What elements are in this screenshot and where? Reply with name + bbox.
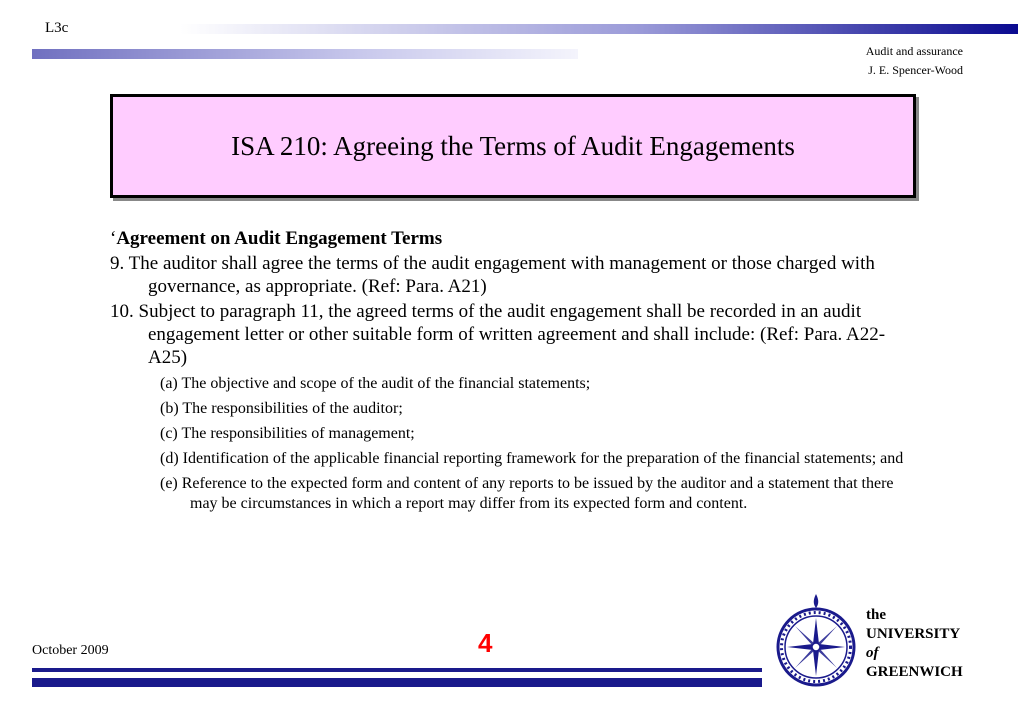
section-heading bbox=[110, 228, 920, 250]
open-quote: ‘ bbox=[110, 228, 117, 249]
section-heading-text: Agreement on Audit Engagement Terms bbox=[116, 228, 443, 249]
paragraph-10: 10. Subject to paragraph 11, the agreed terms of the audit engagement shall be recorded in an audit engagement letter or other suitable form of written agreement and shall include: (Ref: Para. A22-A25) bbox=[110, 301, 886, 368]
slide-body bbox=[110, 226, 920, 514]
header-gradient-bar-top bbox=[180, 24, 1018, 34]
university-name-line-1: the bbox=[866, 607, 886, 623]
list-item-c: (c) The responsibilities of management; bbox=[160, 425, 415, 442]
university-logo-icon bbox=[775, 592, 857, 690]
list-item-b: (b) The responsibilities of the auditor; bbox=[160, 400, 403, 417]
university-name-line-4: GREENWICH bbox=[866, 664, 963, 680]
footer-line-thick bbox=[32, 678, 762, 687]
footer-date: October 2009 bbox=[32, 643, 109, 658]
list-item-e: (e) Reference to the expected form and content of any reports to be issued by the auditor and a statement that there may be circumstances in which a report may differ from its expected form and content. bbox=[160, 475, 894, 512]
list-item-a: (a) The objective and scope of the audit of the financial statements; bbox=[160, 375, 591, 392]
university-name-line-3: of bbox=[866, 645, 879, 661]
page-number: 4 bbox=[478, 628, 493, 658]
header-gradient-bar-bottom bbox=[32, 49, 578, 59]
slide-code: L3c bbox=[45, 20, 69, 36]
title-box bbox=[110, 94, 916, 198]
paragraph-9: 9. The auditor shall agree the terms of the audit engagement with management or those charged with governance, as appropriate. (Ref: Para. A21) bbox=[110, 253, 875, 297]
list-item-d: (d) Identification of the applicable financial reporting framework for the preparation of the financial statements; and bbox=[160, 450, 904, 467]
footer-line-thin bbox=[32, 668, 762, 672]
university-name-line-2: UNIVERSITY bbox=[866, 626, 961, 642]
university-name bbox=[866, 606, 963, 682]
course-name: Audit and assurance bbox=[865, 44, 963, 58]
author-name: J. E. Spencer-Wood bbox=[868, 63, 963, 77]
page-title: ISA 210: Agreeing the Terms of Audit Engagements bbox=[231, 130, 795, 161]
